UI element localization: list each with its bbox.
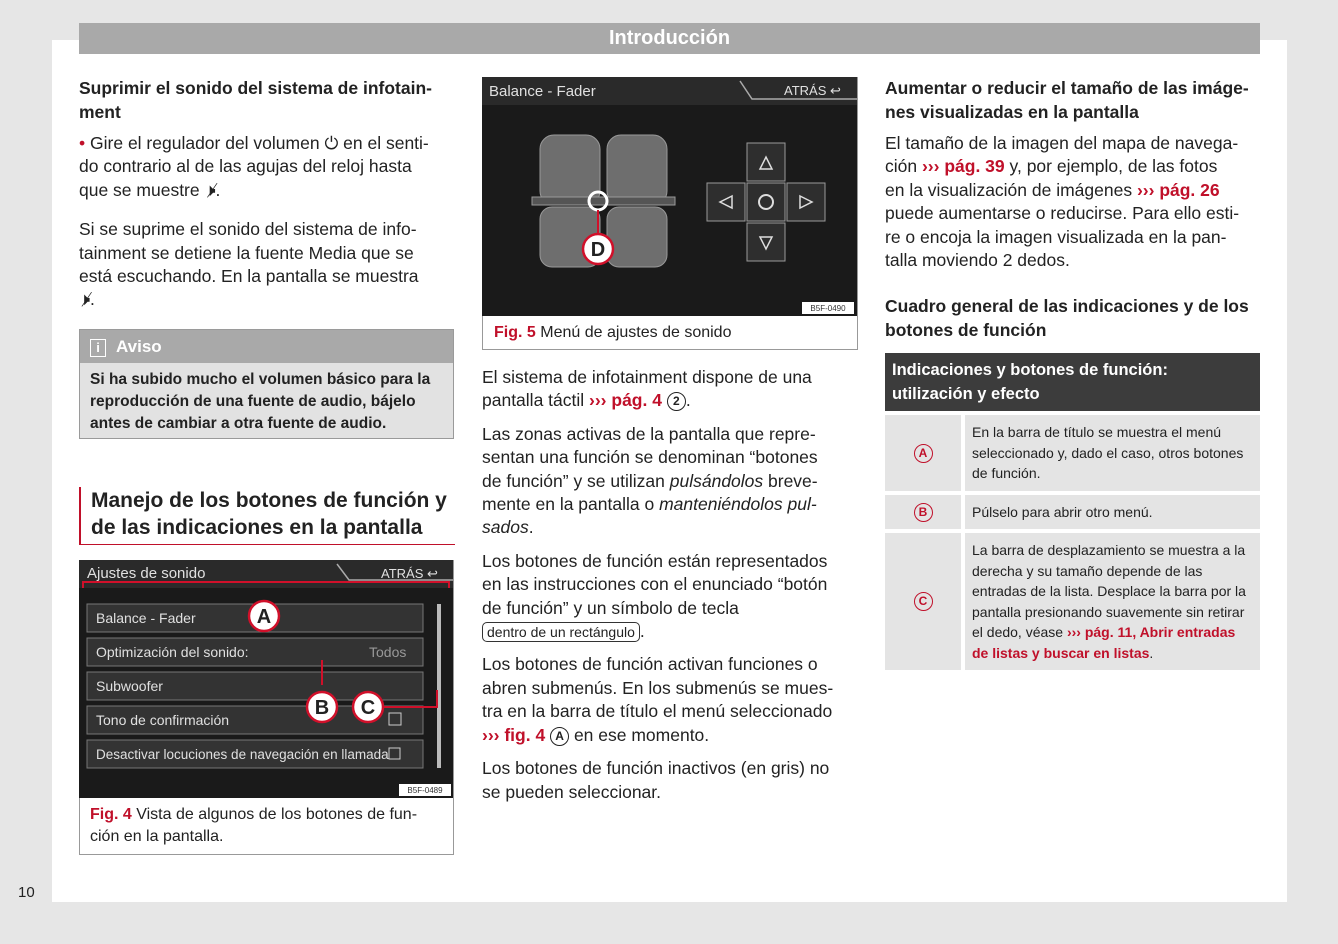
heading-mute: Suprimir el sonido del sistema de infotain- ment	[79, 78, 432, 122]
paragraph-mute-info: Si se suprime el sonido del sistema de info- tainment se detiene la fuente Media que se está escuchando. En la pantalla se muestra 🕨̸.	[79, 219, 419, 310]
function-buttons-table	[885, 353, 1260, 670]
table-row	[885, 531, 1260, 670]
link-page-26[interactable]: ››› pág. 26	[1136, 179, 1220, 200]
link-fig-4[interactable]: ››› fig. 4	[482, 724, 546, 745]
fig4-screen-graphic	[79, 560, 453, 798]
notice-box	[79, 329, 454, 439]
fig5-label-d: D	[590, 239, 606, 261]
row-text-c: La barra de desplazamiento se muestra a la derecha y su tamaño depende de las entradas de la lista. Desplace la barra por la pantalla presionando suavemente sin retirar el dedo, véase ››› pág. 11, Abrir entradas de listas y buscar en listas.	[963, 531, 1260, 670]
section-heading: Manejo de los botones de función y de las indicaciones en la pantalla	[79, 487, 455, 545]
notice-header: i Aviso	[80, 330, 453, 363]
paragraph-zoom: El tamaño de la imagen del mapa de navega- ción ››› pág. 39 y, por ejemplo, de las fotos en la visualización de imágenes ››› pág. 26 puede aumentarse o reducirse. Para ello esti- re o encoja la imagen visualizada en la pan- talla moviendo 2 dedos.	[885, 133, 1240, 271]
table-header: Indicaciones y botones de función: utilización y efecto	[885, 353, 1260, 413]
fig4-row-1: Balance - Fader	[96, 610, 196, 626]
table-row	[885, 413, 1260, 493]
fig5-code: B5F-0490	[810, 304, 846, 313]
fig4-back-button: ATRÁS ↩	[381, 566, 438, 581]
column-2	[482, 366, 862, 804]
row-key-c: C	[914, 592, 933, 611]
fig4-row-2: Optimización del sonido:	[96, 644, 249, 660]
fig5-screen-title: Balance - Fader	[489, 83, 596, 100]
fig5-screen	[482, 77, 857, 316]
paragraph-inactive: Los botones de función inactivos (en gris) no se pueden seleccionar.	[482, 758, 830, 802]
fig4-label-b: B	[314, 697, 330, 719]
fig4-code: B5F-0489	[407, 786, 443, 795]
fig5-caption: Fig. 5 Menú de ajustes de sonido	[494, 324, 732, 341]
fig4-row-3: Subwoofer	[96, 678, 163, 694]
row-text-b: Púlselo para abrir otro menú.	[963, 493, 1260, 532]
row-key-a: A	[914, 444, 933, 463]
fig4-row-5: Desactivar locuciones de navegación en llamada	[96, 747, 389, 762]
fig4-caption: Fig. 4 Vista de algunos de los botones de fun- ción en la pantalla.	[90, 806, 418, 845]
fig4-screen-title: Ajustes de sonido	[87, 565, 206, 582]
row-text-a: En la barra de título se muestra el menú seleccionado y, dado el caso, otros botones de función.	[963, 413, 1260, 493]
bullet-instruction: • Gire el regulador del volumen ⏻ en el senti- do contrario al de las agujas del reloj hasta que se muestre 🕨̸.	[79, 133, 429, 200]
link-page-11[interactable]: ››› pág. 11, Abrir entradas de listas y buscar en listas	[972, 624, 1236, 661]
column-3	[885, 76, 1265, 342]
fig4-screen	[79, 560, 453, 798]
key-symbol: dentro de un rectángulo	[482, 622, 640, 642]
column-1	[79, 76, 459, 312]
fig4-row-2-value: Todos	[369, 644, 407, 660]
link-page-39[interactable]: ››› pág. 39	[921, 156, 1005, 177]
page-number: 10	[18, 884, 35, 901]
heading-zoom: Aumentar o reducir el tamaño de las imáge- nes visualizadas en la pantalla	[885, 78, 1249, 122]
notice-text: Si ha subido mucho el volumen básico para la reproducción de una fuente de audio, bájelo antes de cambiar a otra fuente de audio.	[90, 371, 431, 432]
row-key-b: B	[914, 503, 933, 522]
fig4-label-c: C	[360, 697, 376, 719]
page-header: Introducción	[79, 23, 1260, 54]
link-page-4[interactable]: ››› pág. 4	[589, 390, 662, 411]
table-row	[885, 493, 1260, 532]
paragraph-submenus: Los botones de función activan funciones o abren submenús. En los submenús se mues- tra en la barra de título el menú seleccionado ››› fig. 4 A en ese momento.	[482, 654, 834, 745]
paragraph-touchscreen: El sistema de infotainment dispone de una pantalla táctil ››› pág. 4 2 .	[482, 367, 812, 411]
info-icon: i	[90, 339, 106, 357]
heading-overview: Cuadro general de las indicaciones y de los botones de función	[885, 296, 1249, 341]
paragraph-active-zones: Las zonas activas de la pantalla que repre- sentan una función se denominan “botones de función” y se utilizan pulsándolos breve- mente en la pantalla o manteniéndolos pul- sados.	[482, 423, 818, 538]
fig5-screen-graphic	[482, 77, 857, 316]
fig4-row-4: Tono de confirmación	[96, 712, 230, 728]
fig4-label-a: A	[256, 606, 272, 628]
paragraph-representation: Los botones de función están representados en las instrucciones con el enunciado “botón de función” y un símbolo de tecla dentro de un rectángulo .	[482, 550, 828, 642]
fig5-back-button: ATRÁS ↩	[784, 83, 841, 98]
